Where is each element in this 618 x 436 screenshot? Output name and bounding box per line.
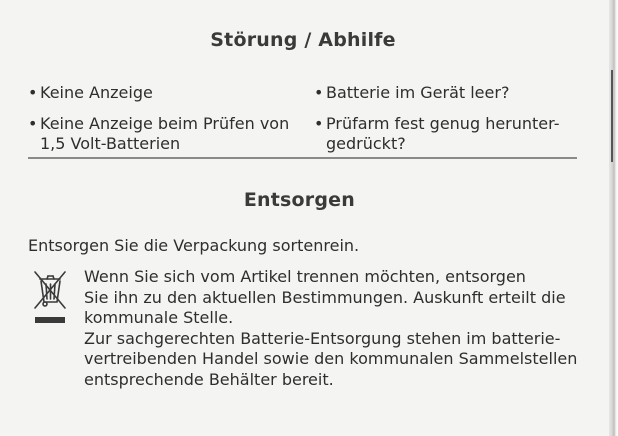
page-edge-mark xyxy=(611,70,613,162)
notice-line: Zur sachgerechten Batterie-Entsorgung stehen im batterie- xyxy=(84,328,561,348)
notice-line: Wenn Sie sich vom Artikel trennen möchten, entsorgen xyxy=(84,267,526,286)
bullet-icon: • xyxy=(28,83,38,102)
solution-text-continued: gedrückt? xyxy=(326,134,406,153)
page-edge xyxy=(609,0,618,436)
section-divider xyxy=(28,157,577,159)
disposal-intro: Entsorgen Sie die Verpackung sortenrein. xyxy=(28,236,360,255)
problem-text: Keine Anzeige beim Prüfen von xyxy=(40,114,290,133)
bullet-icon: • xyxy=(314,83,324,102)
solution-text: Prüfarm fest genug herunter- xyxy=(326,114,560,133)
bullet-icon: • xyxy=(28,114,38,133)
notice-line: kommunale Stelle. xyxy=(84,308,234,327)
problem-item xyxy=(28,83,318,103)
problem-text-continued: 1,5 Volt-Batterien xyxy=(40,134,181,153)
disposal-title: Entsorgen xyxy=(243,189,355,211)
bullet-icon: • xyxy=(314,114,324,133)
problem-text: Keine Anzeige xyxy=(40,83,153,102)
solution-item xyxy=(314,83,594,103)
solution-text: Batterie im Gerät leer? xyxy=(326,83,510,102)
crossed-out-wheelie-bin-icon xyxy=(32,270,68,326)
troubleshooting-title: Störung / Abhilfe xyxy=(210,29,396,51)
problem-item xyxy=(28,114,318,154)
solution-item xyxy=(314,114,594,154)
notice-line: vertreibenden Handel sowie den kommunalen Sammelstellen xyxy=(84,349,578,368)
disposal-notice xyxy=(84,267,594,390)
notice-line: entsprechende Behälter bereit. xyxy=(84,369,334,389)
disposal-title-wrapper xyxy=(0,189,606,211)
notice-line: Sie ihn zu den aktuellen Bestimmungen. Auskunft erteilt die xyxy=(84,287,566,307)
